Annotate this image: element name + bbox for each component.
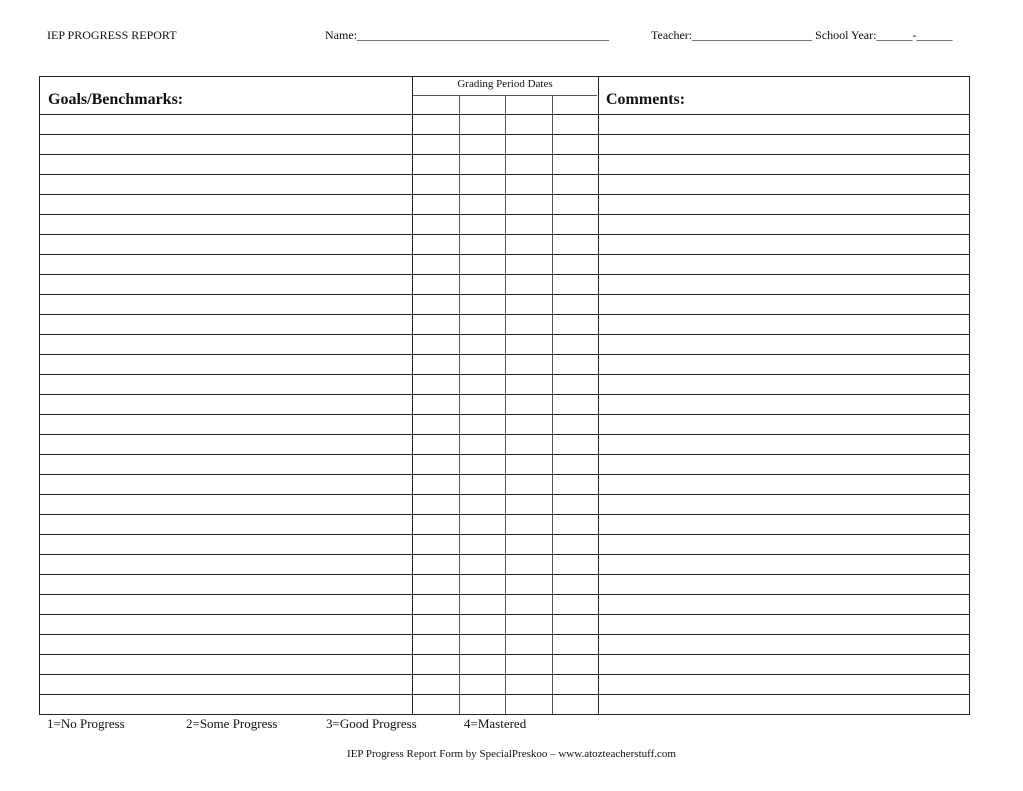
- grading-column-divider: [552, 95, 553, 714]
- table-row-line: [40, 474, 969, 475]
- table-row-line: [40, 614, 969, 615]
- table-row-line: [40, 194, 969, 195]
- teacher-school-year-field: Teacher:____________________ School Year:______-______: [651, 28, 953, 42]
- column-divider: [412, 77, 413, 714]
- table-row-line: [40, 214, 969, 215]
- table-row-line: [40, 434, 969, 435]
- legend-item: 1=No Progress: [47, 716, 125, 731]
- legend-item: 2=Some Progress: [186, 716, 278, 731]
- table-row-line: [40, 174, 969, 175]
- table-row-line: [40, 634, 969, 635]
- table-row-line: [40, 254, 969, 255]
- form-footer-credit: IEP Progress Report Form by SpecialPreskoo – www.atozteacherstuff.com: [347, 748, 676, 760]
- student-name-field: Name:__________________________________________: [325, 28, 609, 42]
- table-row-line: [40, 274, 969, 275]
- table-row-line: [40, 294, 969, 295]
- table-row-line: [40, 554, 969, 555]
- table-row-line: [40, 354, 969, 355]
- table-row-line: [40, 514, 969, 515]
- legend-item: 3=Good Progress: [326, 716, 417, 731]
- report-title: IEP PROGRESS REPORT: [47, 28, 177, 42]
- table-row-line: [40, 454, 969, 455]
- table-row-line: [40, 674, 969, 675]
- column-divider: [598, 77, 599, 714]
- table-row-line: [40, 654, 969, 655]
- grading-period-dates-header: Grading Period Dates: [457, 78, 553, 90]
- table-row-line: [40, 414, 969, 415]
- goals-benchmarks-header: Goals/Benchmarks:: [48, 91, 184, 108]
- table-row-line: [40, 314, 969, 315]
- progress-table: [39, 76, 970, 715]
- table-row-line: [40, 334, 969, 335]
- grading-column-divider: [459, 95, 460, 714]
- table-row-line: [40, 534, 969, 535]
- grading-column-divider: [505, 95, 506, 714]
- table-row-line: [40, 394, 969, 395]
- table-row-line: [40, 234, 969, 235]
- legend-item: 4=Mastered: [464, 716, 527, 731]
- comments-header: Comments:: [606, 91, 686, 108]
- table-row-line: [40, 154, 969, 155]
- table-row-line: [40, 694, 969, 695]
- table-row-line: [40, 114, 969, 115]
- table-row-line: [40, 594, 969, 595]
- table-row-line: [40, 494, 969, 495]
- table-row-line: [40, 574, 969, 575]
- table-row-line: [40, 374, 969, 375]
- table-row-line: [40, 134, 969, 135]
